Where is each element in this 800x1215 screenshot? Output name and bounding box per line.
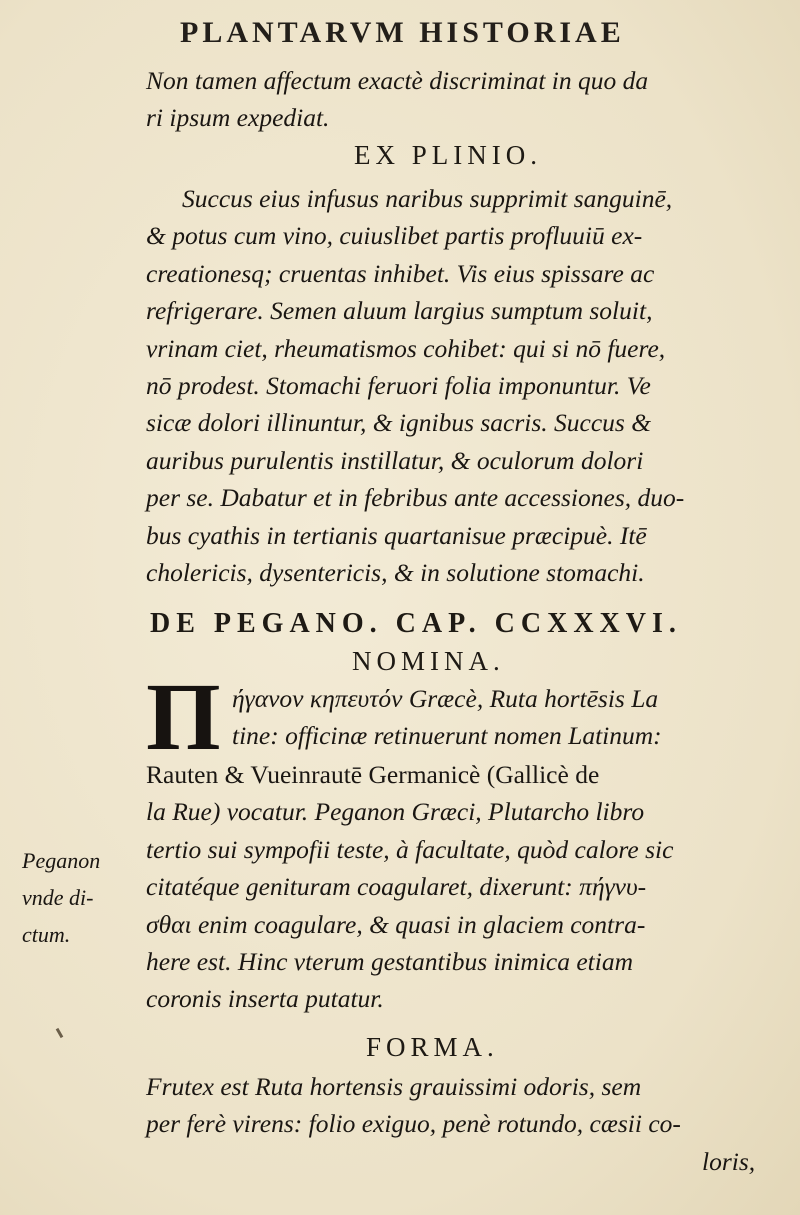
text-line: bus cyathis in tertianis quartanisue præcipuè. Itē xyxy=(146,520,647,550)
margin-note-line: ctum. xyxy=(22,922,71,947)
text-line: Succus eius infusus naribus supprimit sanguinē, xyxy=(182,184,673,213)
nomina-paragraph xyxy=(146,756,796,1018)
text-line: tertio sui sympofii teste, à facultate, quòd calore sic xyxy=(146,834,674,864)
forma-paragraph xyxy=(146,1068,796,1180)
ink-speck xyxy=(56,1028,64,1038)
text-line: & potus cum vino, cuiuslibet partis profluuiū ex- xyxy=(146,221,643,251)
text-line: σθαι enim coagulare, & quasi in glaciem contra- xyxy=(146,909,646,939)
text-line: ήγανον κηπευτόν Græcè, Ruta hortēsis La xyxy=(232,684,659,713)
text-line: ri ipsum expediat. xyxy=(146,103,330,133)
nomina-indented-lines xyxy=(232,680,792,755)
text-line: creationesq; cruentas inhibet. Vis eius spissare ac xyxy=(146,258,655,288)
text-line: citatéque genituram coagularet, dixerunt: πήγνυ- xyxy=(146,872,647,902)
catchword-line: loris, xyxy=(702,1146,756,1176)
text-line: nō prodest. Stomachi feruori folia imponuntur. Ve xyxy=(146,370,651,400)
running-head: PLANTARVM HISTORIAE xyxy=(180,16,625,49)
chapter-heading: DE PEGANO. CAP. CCXXXVI. xyxy=(150,608,682,639)
text-line: Non tamen affectum exactè discriminat in quo da xyxy=(146,66,649,95)
text-line: cholericis, dysentericis, & in solutione stomachi. xyxy=(146,557,645,587)
heading-ex-plinio: EX PLINIO. xyxy=(354,140,542,170)
drop-cap-initial: Π xyxy=(146,663,221,770)
intro-paragraph xyxy=(146,62,796,137)
plinio-paragraph xyxy=(146,180,796,591)
text-line: coronis inserta putatur. xyxy=(146,984,384,1014)
text-line: per ferè virens: folio exiguo, penè rotundo, cæsii co- xyxy=(146,1109,681,1139)
text-line: Rauten & Vueinrautē Germanicè (Gallicè de xyxy=(146,760,600,789)
text-line: sicæ dolori illinuntur, & ignibus sacris. Succus & xyxy=(146,408,652,438)
margin-note-line: vnde di- xyxy=(22,885,94,910)
text-line: vrinam ciet, rheumatismos cohibet: qui si nō fuere, xyxy=(146,333,666,363)
text-line: Frutex est Ruta hortensis grauissimi odoris, sem xyxy=(146,1072,642,1101)
text-line: la Rue) vocatur. Peganon Græci, Plutarcho libro xyxy=(146,797,645,827)
text-line: refrigerare. Semen aluum largius sumptum soluit, xyxy=(146,296,653,326)
heading-nomina: NOMINA. xyxy=(352,646,505,676)
margin-note-line: Peganon xyxy=(22,848,101,873)
text-line: here est. Hinc vterum gestantibus inimica etiam xyxy=(146,946,634,976)
text-line: auribus purulentis instillatur, & oculorum dolori xyxy=(146,445,644,475)
text-line: tine: officinæ retinuerunt nomen Latinum: xyxy=(232,721,662,751)
text-line: per se. Dabatur et in febribus ante accessiones, duo- xyxy=(146,483,685,513)
margin-note xyxy=(22,842,132,953)
heading-forma: FORMA. xyxy=(366,1032,499,1062)
